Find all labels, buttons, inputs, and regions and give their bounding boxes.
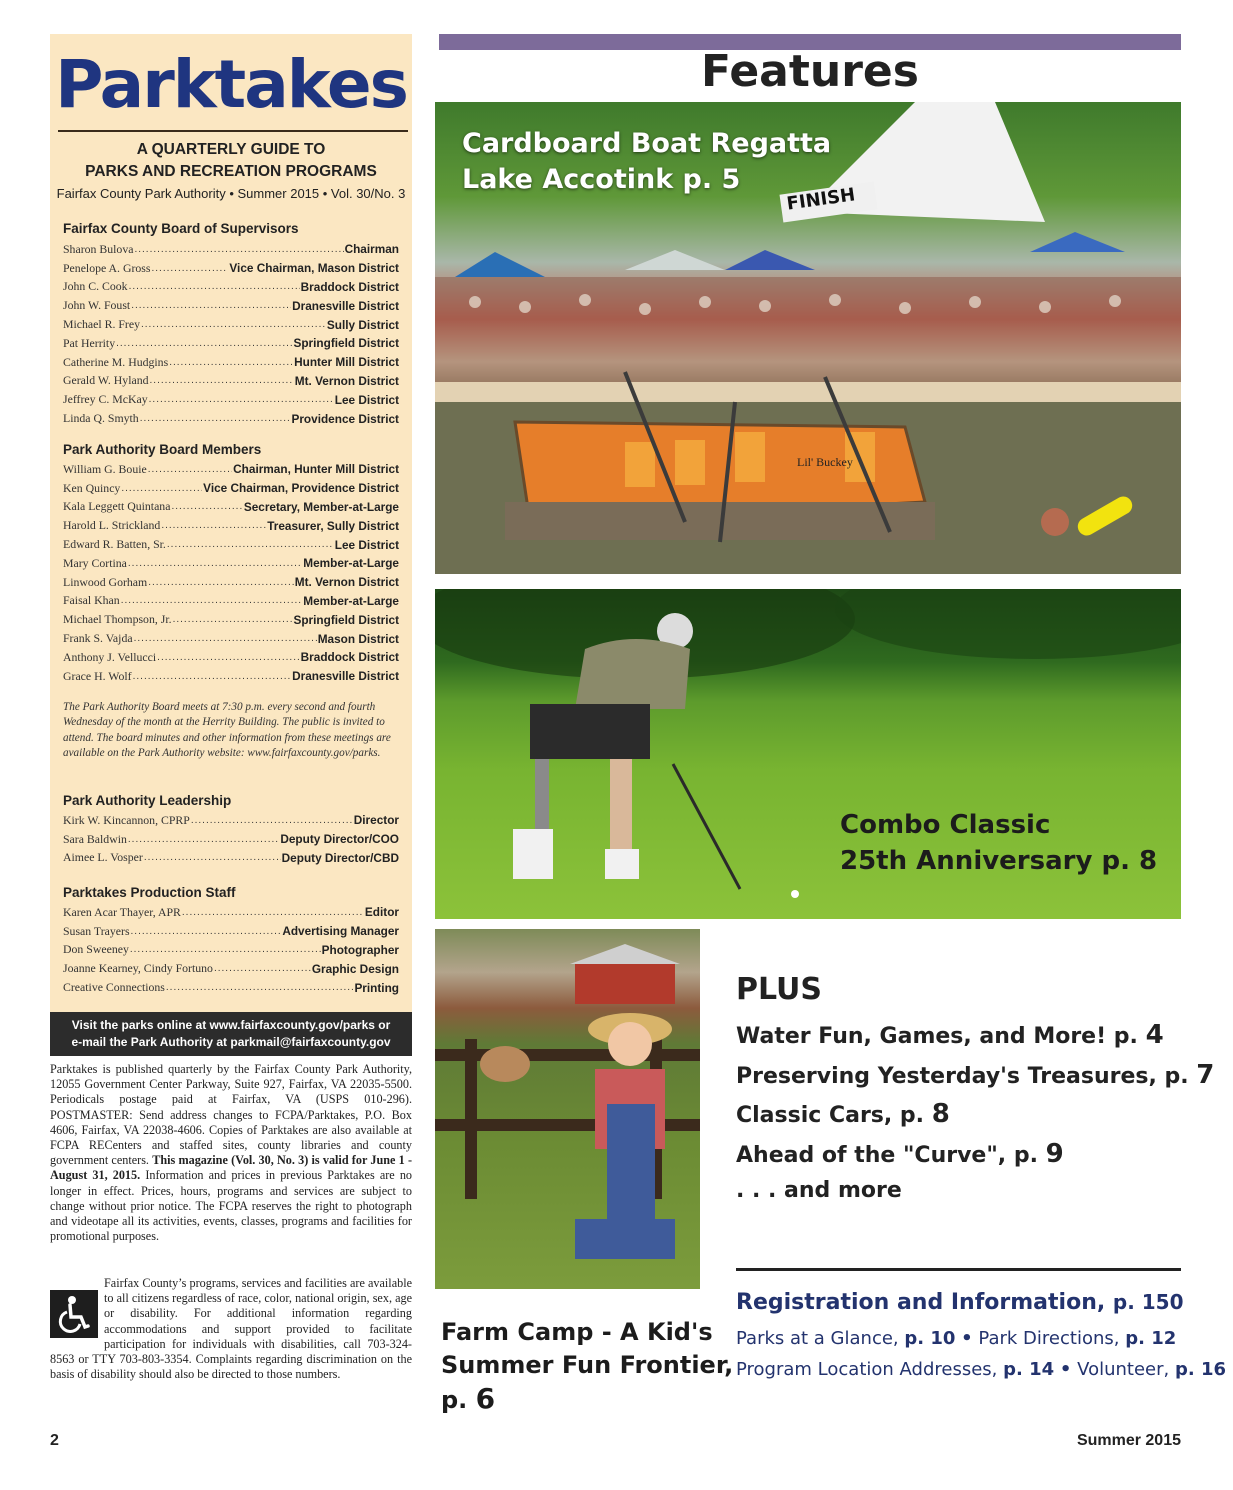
subtitle-line-2: PARKS AND RECREATION PROGRAMS (85, 163, 377, 180)
roster-role: Mason District (317, 631, 399, 646)
roster-role: Mt. Vernon District (294, 575, 399, 590)
roster-row (63, 573, 399, 592)
roster-name: Ken Quincy (63, 480, 121, 495)
roster-row (63, 278, 399, 297)
roster-name: Grace H. Wolf (63, 668, 132, 683)
visit-line-2[interactable]: e-mail the Park Authority at parkmail@fairfaxcounty.gov (71, 1035, 391, 1049)
roster-row (63, 811, 399, 830)
plus-divider (736, 1268, 1181, 1271)
plus-item-page: 4 (1145, 1020, 1164, 1050)
wheelchair-accessibility-icon (50, 1290, 98, 1338)
roster-role: Graphic Design (311, 961, 399, 976)
roster-row (63, 554, 399, 573)
boat-name-text: Lil' Buckey (797, 455, 853, 469)
board-of-supervisors-heading: Fairfax County Board of Supervisors (63, 221, 299, 236)
golf-photo (435, 589, 1181, 919)
roster-role: Braddock District (300, 650, 399, 665)
roster-row (63, 372, 399, 391)
roster-role: Dranesville District (292, 298, 399, 313)
masthead-subtitle (50, 139, 412, 183)
registration-heading-page: p. 150 (1112, 1290, 1184, 1314)
roster-name: Joanne Kearney, Cindy Fortuno (63, 961, 213, 976)
roster-row (63, 903, 399, 922)
dot-leader (128, 558, 302, 569)
roster-role: Director (353, 813, 399, 828)
registration-heading-text: Registration and Information, (736, 1290, 1106, 1315)
dot-leader (169, 357, 293, 368)
dot-leader (214, 963, 311, 974)
production-staff-heading: Parktakes Production Staff (63, 885, 236, 900)
roster-name: Anthony J. Vellucci (63, 649, 157, 664)
roster-role: Dranesville District (292, 669, 399, 684)
roster-row (63, 315, 399, 334)
roster-name: Kala Leggett Quintana (63, 499, 171, 514)
roster-role: Printing (354, 980, 399, 995)
golf-caption (840, 807, 1157, 879)
plus-item (736, 1178, 902, 1203)
roster-row (63, 629, 399, 648)
park-board-heading: Park Authority Board Members (63, 442, 262, 457)
roster-row (63, 941, 399, 960)
roster-name: Sharon Bulova (63, 241, 134, 256)
dot-leader (141, 319, 326, 330)
roster-row (63, 648, 399, 667)
roster-name: Frank S. Vajda (63, 631, 133, 646)
registration-line-1 (736, 1328, 1176, 1349)
roster-role: Springfield District (293, 612, 399, 627)
separator-bullet: • (961, 1328, 973, 1349)
boat-caption-line-2: Lake Accotink p. 5 (462, 164, 741, 195)
roster-name: Aimee L. Vosper (63, 850, 143, 865)
roster-role: Chairman, Hunter Mill District (233, 462, 399, 477)
roster-role: Editor (364, 905, 399, 920)
roster-role: Deputy Director/COO (280, 832, 399, 847)
dot-leader (182, 907, 364, 918)
roster-name: Kirk W. Kincannon, CPRP (63, 812, 190, 827)
plus-item-text: Ahead of the "Curve", p. (736, 1143, 1038, 1168)
roster-role: Hunter Mill District (294, 355, 399, 370)
roster-row (63, 849, 399, 868)
production-staff-list (63, 903, 399, 997)
registration-heading[interactable] (736, 1290, 1184, 1315)
page-number: 2 (50, 1432, 59, 1449)
roster-row (63, 667, 399, 686)
roster-row (63, 390, 399, 409)
roster-name: Creative Connections (63, 980, 165, 995)
publication-text-a: Parktakes is published quarterly by the Fairfax County Park Authority, 12055 Government Center Parkway, Suite 927, Fairfax, VA 22035-5500. Periodicals postage paid at Fairfax, VA (USPS 010-296). POSTMASTER: Send address changes to FCPA/Parktakes, P.O. Box 4606, Fairfax, VA 22038-4606. Copies of Parktakes are also available at FCPA RECenters and staffed sites, county libraries and county government centers. (50, 1062, 412, 1168)
dot-leader (133, 671, 292, 682)
roster-row (63, 460, 399, 479)
parks-at-a-glance-page: p. 10 (904, 1328, 956, 1349)
registration-line-2 (736, 1359, 1226, 1380)
dot-leader (191, 815, 353, 826)
ada-statement (50, 1276, 412, 1382)
board-of-supervisors-list (63, 240, 399, 428)
roster-role: Deputy Director/CBD (281, 850, 399, 865)
dot-leader (157, 652, 299, 663)
roster-row (63, 240, 399, 259)
roster-row (63, 535, 399, 554)
dot-leader (116, 338, 292, 349)
board-meeting-note: The Park Authority Board meets at 7:30 p.m. every second and fourth Wednesday of the month at the Herrity Building. The public is invited to attend. The board minutes and other information from these meetings are available on the Park Authority website: www.fairfaxcounty.gov/parks. (63, 701, 391, 760)
roster-role: Secretary, Member-at-Large (243, 499, 399, 514)
masthead-panel (50, 34, 412, 1012)
ada-text: Fairfax County’s programs, services and facilities are available to all citizens regardless of race, color, national origin, sex, age or disability. For additional information regarding accommodations and support provided to facilitate participation for individuals with disabilities, call 703-324-8563 or TTY 703-803-3354. Complaints regarding discrimination on the basis of disability should also be directed to those numbers. (50, 1276, 412, 1382)
farm-camp-caption (441, 1316, 733, 1417)
parktakes-logo: Parktakes (55, 46, 407, 123)
golf-caption-line-2: 25th Anniversary p. 8 (840, 846, 1158, 876)
roster-row (63, 592, 399, 611)
roster-row (63, 959, 399, 978)
plus-item-text: Classic Cars, p. (736, 1103, 925, 1128)
roster-name: Gerald W. Hyland (63, 373, 149, 388)
roster-role: Mt. Vernon District (294, 373, 399, 388)
roster-row (63, 334, 399, 353)
roster-role: Braddock District (300, 279, 399, 294)
dot-leader (148, 577, 294, 588)
roster-row (63, 610, 399, 629)
farm-caption-page: 6 (475, 1382, 496, 1415)
roster-name: Karen Acar Thayer, APR (63, 904, 181, 919)
dot-leader (130, 944, 321, 955)
farm-caption-line-2: Summer Fun Frontier, (441, 1351, 734, 1379)
dot-leader (166, 982, 354, 993)
subtitle-line-1: A QUARTERLY GUIDE TO (136, 141, 326, 158)
roster-name: Penelope A. Gross (63, 260, 151, 275)
dot-leader (150, 375, 294, 386)
plus-item[interactable] (736, 1139, 1064, 1169)
park-board-list (63, 460, 399, 686)
roster-role: Vice Chairman, Mason District (229, 261, 399, 276)
dot-leader (134, 244, 343, 255)
plus-item-text: Water Fun, Games, and More! p. (736, 1024, 1138, 1049)
roster-name: Linwood Gorham (63, 574, 148, 589)
roster-name: Edward R. Batten, Sr. (63, 537, 166, 552)
roster-row (63, 479, 399, 498)
publication-statement (50, 1062, 412, 1244)
dot-leader (173, 614, 293, 625)
roster-role: Advertising Manager (282, 924, 399, 939)
roster-role: Member-at-Large (303, 556, 399, 571)
roster-row (63, 830, 399, 849)
roster-row (63, 353, 399, 372)
dot-leader (152, 263, 229, 274)
plus-item-page: 9 (1045, 1139, 1064, 1169)
roster-name: John C. Cook (63, 279, 128, 294)
roster-name: Pat Herrity (63, 335, 116, 350)
roster-role: Photographer (321, 942, 399, 957)
roster-row (63, 409, 399, 428)
roster-row (63, 516, 399, 535)
roster-row (63, 922, 399, 941)
dot-leader (148, 464, 232, 475)
program-location-link[interactable]: Program Location Addresses, (736, 1359, 998, 1380)
dot-leader (167, 539, 334, 550)
roster-row (63, 978, 399, 997)
dot-leader (140, 413, 291, 424)
boat-caption (462, 126, 831, 198)
roster-name: Jeffrey C. McKay (63, 392, 148, 407)
plus-item-page: 7 (1196, 1060, 1215, 1090)
roster-name: Sara Baldwin (63, 831, 127, 846)
roster-role: Springfield District (293, 336, 399, 351)
roster-name: Faisal Khan (63, 593, 120, 608)
roster-name: Catherine M. Hudgins (63, 354, 169, 369)
roster-name: Susan Trayers (63, 923, 130, 938)
plus-item-page: 8 (931, 1099, 950, 1129)
farm-caption-line-1: Farm Camp - A Kid's (441, 1318, 713, 1346)
roster-role: Lee District (334, 537, 399, 552)
logo-divider (58, 130, 408, 132)
dot-leader (131, 300, 291, 311)
dot-leader (121, 483, 202, 494)
roster-role: Vice Chairman, Providence District (203, 481, 399, 496)
roster-name: Linda Q. Smyth (63, 411, 139, 426)
roster-row (63, 498, 399, 517)
leadership-list (63, 811, 399, 867)
plus-item[interactable] (736, 1020, 1164, 1050)
roster-role: Member-at-Large (303, 593, 399, 608)
leadership-heading: Park Authority Leadership (63, 793, 232, 808)
plus-item[interactable] (736, 1099, 950, 1129)
roster-role: Sully District (326, 317, 399, 332)
volunteer-page: p. 16 (1174, 1359, 1227, 1380)
roster-row (63, 296, 399, 315)
dot-leader (161, 520, 266, 531)
farm-camp-photo (435, 929, 700, 1289)
dot-leader (121, 595, 303, 606)
roster-name: John W. Foust (63, 298, 131, 313)
farm-caption-line-3 (441, 1382, 733, 1417)
park-directions-page: p. 12 (1125, 1328, 1177, 1349)
dot-leader (129, 281, 300, 292)
plus-heading: PLUS (736, 972, 823, 1007)
dot-leader (134, 633, 317, 644)
roster-name: Michael Thompson, Jr. (63, 612, 172, 627)
dot-leader (171, 501, 242, 512)
program-location-page: p. 14 (1003, 1359, 1055, 1380)
separator-bullet: • (1059, 1359, 1072, 1380)
park-directions-link[interactable]: Park Directions, (978, 1328, 1120, 1349)
publication-info: Fairfax County Park Authority • Summer 2015 • Vol. 30/No. 3 (56, 186, 406, 201)
dot-leader (149, 394, 334, 405)
parks-at-a-glance-link[interactable]: Parks at a Glance, (736, 1328, 899, 1349)
roster-role: Lee District (334, 392, 399, 407)
boat-caption-line-1: Cardboard Boat Regatta (462, 128, 832, 159)
roster-name: William G. Bouie (63, 461, 147, 476)
issue-season: Summer 2015 (1076, 1432, 1181, 1449)
roster-role: Treasurer, Sully District (267, 518, 399, 533)
visit-line-1[interactable]: Visit the parks online at www.fairfaxcounty.gov/parks or (71, 1018, 391, 1032)
plus-item-text: . . . and more (736, 1178, 902, 1203)
roster-name: Mary Cortina (63, 555, 127, 570)
roster-role: Providence District (291, 411, 399, 426)
roster-role: Chairman (344, 242, 399, 257)
finish-banner-text: FINISH (785, 184, 857, 215)
publication-validity: This magazine (Vol. 30, No. 3) is valid for June 1 - August 31, 2015. (50, 1153, 412, 1183)
roster-name: Michael R. Frey (63, 317, 140, 332)
roster-row (63, 259, 399, 278)
farm-caption-p: p. (441, 1386, 468, 1414)
visit-parks-box (50, 1012, 412, 1056)
dot-leader (144, 852, 281, 863)
golf-caption-line-1: Combo Classic (840, 810, 1051, 840)
roster-name: Harold L. Strickland (63, 518, 161, 533)
dot-leader (131, 926, 282, 937)
roster-name: Don Sweeney (63, 942, 129, 957)
features-title: Features (701, 46, 919, 97)
cardboard-boat-photo (435, 102, 1181, 574)
dot-leader (128, 834, 279, 845)
volunteer-link[interactable]: Volunteer, (1077, 1359, 1170, 1380)
publication-text-b: Information and prices in previous Parktakes are no longer in effect. Prices, hours, programs and services are subject to change without prior notice. The FCPA reserves the right to photograph and videotape all its activities, events, classes, programs and facilities for promotional purposes. (50, 1168, 413, 1244)
plus-item-text: Preserving Yesterday's Treasures, p. (736, 1064, 1189, 1089)
plus-item[interactable] (736, 1060, 1214, 1090)
